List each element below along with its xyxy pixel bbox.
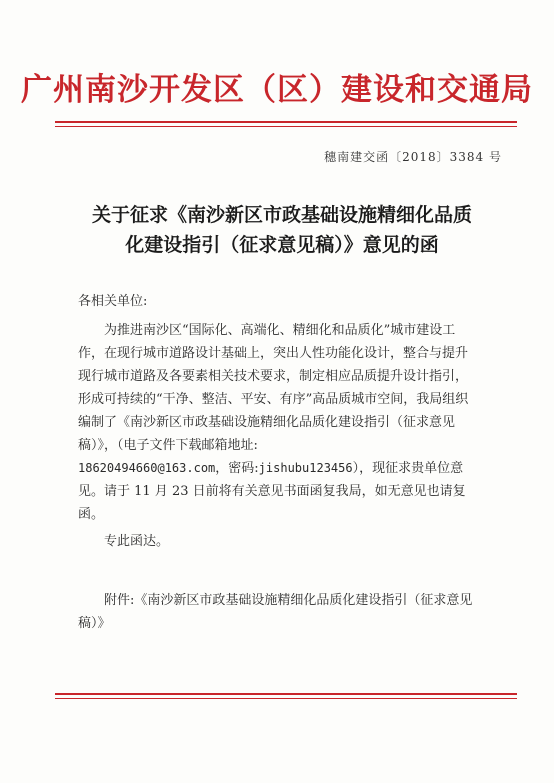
letterhead-title: 广州南沙开发区（区）建设和交通局 — [21, 72, 533, 108]
document-number: 穗南建交函〔2018〕3384 号 — [324, 150, 502, 164]
paragraph-text: 为推进南沙区“国际化、高端化、精细化和品质化”城市建设工作，在现行城市道路设计基础上，突出人性功能化设计，整合与提升现行城市道路及各要素相关技术要求，制定相应品质提升设计指引，形成可持续的“干净、整洁、平安、有序”高品质城市空间，我局组织编制了《南沙新区市政基础设施精细化品质化建设指引（征求意见稿）》，（电子文件下载邮箱地址: — [78, 323, 469, 453]
main-paragraph — [78, 319, 478, 526]
closing-remark: 专此函达。 — [104, 534, 170, 549]
footer-rule-top — [55, 693, 517, 695]
download-email: 18620494660@163.com — [78, 461, 216, 475]
password-label: ，密码: — [215, 461, 259, 476]
download-password: jishubu123456 — [258, 461, 353, 475]
title-line-2: 化建设指引（征求意见稿）》意见的函 — [125, 234, 439, 256]
paragraph-tail: ），现征求贵单位意见。请于 11 月 23 日前将有关意见书面函复我局，如无意见也请复函。 — [78, 461, 466, 522]
salutation: 各相关单位: — [78, 294, 148, 309]
letterhead-rule-top — [55, 121, 517, 123]
letterhead-rule-bottom — [55, 126, 517, 127]
footer-rule-bottom — [55, 698, 517, 699]
title-line-1: 关于征求《南沙新区市政基础设施精细化品质 — [91, 204, 472, 226]
attachment-note: 附件:《南沙新区市政基础设施精细化品质化建设指引（征求意见稿）》 — [78, 593, 473, 631]
document-title — [62, 200, 502, 260]
letter-body — [78, 290, 478, 635]
